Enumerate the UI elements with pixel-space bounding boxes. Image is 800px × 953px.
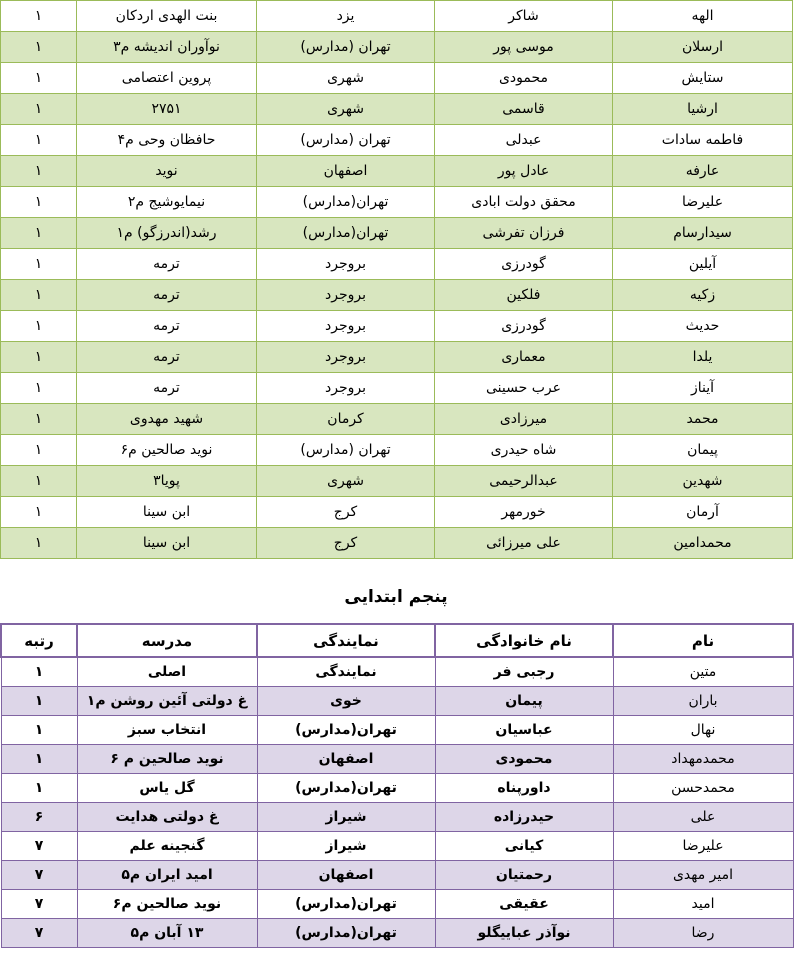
last-name-cell: عادل پور bbox=[435, 156, 613, 187]
rank-cell: ۶ bbox=[1, 803, 77, 832]
table-row bbox=[1, 657, 793, 687]
agency-cell: تهران (مدارس) bbox=[257, 125, 435, 156]
school-cell: نوید صالحین م۶ bbox=[77, 890, 257, 919]
agency-cell: تهران (مدارس) bbox=[257, 435, 435, 466]
agency-cell: اصفهان bbox=[257, 745, 435, 774]
first-name-cell: محمدحسن bbox=[613, 774, 793, 803]
school-cell: نوید صالحین م۶ bbox=[77, 435, 257, 466]
last-name-cell: خورمهر bbox=[435, 497, 613, 528]
rank-cell: ۱ bbox=[1, 187, 77, 218]
table-row bbox=[1, 774, 793, 803]
last-name-cell: کیانی bbox=[435, 832, 613, 861]
agency-cell: شهری bbox=[257, 94, 435, 125]
agency-cell: کرمان bbox=[257, 404, 435, 435]
last-name-cell: نوآذر عباییگلو bbox=[435, 919, 613, 948]
last-name-cell: گودرزی bbox=[435, 311, 613, 342]
first-name-cell: ستایش bbox=[613, 63, 793, 94]
table-row bbox=[1, 156, 793, 187]
table-row bbox=[1, 63, 793, 94]
agency-cell: بروجرد bbox=[257, 249, 435, 280]
table-row bbox=[1, 311, 793, 342]
first-name-cell: ارسلان bbox=[613, 32, 793, 63]
first-name-cell: امید bbox=[613, 890, 793, 919]
agency-cell: اصفهان bbox=[257, 156, 435, 187]
first-name-cell: محمدمهداد bbox=[613, 745, 793, 774]
rank-cell: ۱ bbox=[1, 404, 77, 435]
first-name-cell: ارشیا bbox=[613, 94, 793, 125]
school-cell: نوید صالحین م ۶ bbox=[77, 745, 257, 774]
table-row bbox=[1, 94, 793, 125]
last-name-cell: محقق دولت ابادی bbox=[435, 187, 613, 218]
rank-cell: ۱ bbox=[1, 1, 77, 32]
agency-cell: شیراز bbox=[257, 832, 435, 861]
table-row bbox=[1, 435, 793, 466]
last-name-cell: عبدالرحیمی bbox=[435, 466, 613, 497]
first-name-cell: رضا bbox=[613, 919, 793, 948]
rank-cell: ۷ bbox=[1, 919, 77, 948]
first-name-cell: فاطمه سادات bbox=[613, 125, 793, 156]
rank-cell: ۷ bbox=[1, 832, 77, 861]
last-name-cell: میرزادی bbox=[435, 404, 613, 435]
agency-cell: شیراز bbox=[257, 803, 435, 832]
rank-cell: ۱ bbox=[1, 94, 77, 125]
agency-cell: تهران(مدارس) bbox=[257, 187, 435, 218]
school-cell: گل یاس bbox=[77, 774, 257, 803]
table-row bbox=[1, 890, 793, 919]
last-name-cell: معماری bbox=[435, 342, 613, 373]
school-cell: پروین اعتصامی bbox=[77, 63, 257, 94]
rank-cell: ۱ bbox=[1, 745, 77, 774]
first-name-cell: سیدارسام bbox=[613, 218, 793, 249]
agency-cell: تهران(مدارس) bbox=[257, 919, 435, 948]
last-name-cell: علی میرزائی bbox=[435, 528, 613, 559]
table-row bbox=[1, 125, 793, 156]
rank-cell: ۱ bbox=[1, 466, 77, 497]
table-row bbox=[1, 249, 793, 280]
last-name-cell: رجبی فر bbox=[435, 657, 613, 687]
rank-cell: ۱ bbox=[1, 435, 77, 466]
results-table-2 bbox=[0, 623, 794, 948]
table-row bbox=[1, 1, 793, 32]
agency-cell: نمایندگی bbox=[257, 657, 435, 687]
school-cell: اصلی bbox=[77, 657, 257, 687]
first-name-cell: علیرضا bbox=[613, 187, 793, 218]
school-cell: امید ایران م۵ bbox=[77, 861, 257, 890]
last-name-cell: قاسمی bbox=[435, 94, 613, 125]
rank-cell: ۱ bbox=[1, 280, 77, 311]
column-header: نمایندگی bbox=[257, 624, 435, 657]
school-cell: حافظان وحی م۴ bbox=[77, 125, 257, 156]
agency-cell: تهران(مدارس) bbox=[257, 716, 435, 745]
rank-cell: ۱ bbox=[1, 156, 77, 187]
table-row bbox=[1, 280, 793, 311]
last-name-cell: شاکر bbox=[435, 1, 613, 32]
rank-cell: ۱ bbox=[1, 125, 77, 156]
table-row bbox=[1, 716, 793, 745]
rank-cell: ۱ bbox=[1, 716, 77, 745]
school-cell: ترمه bbox=[77, 280, 257, 311]
rank-cell: ۱ bbox=[1, 497, 77, 528]
first-name-cell: متین bbox=[613, 657, 793, 687]
agency-cell: یزد bbox=[257, 1, 435, 32]
table-row bbox=[1, 466, 793, 497]
rank-cell: ۱ bbox=[1, 687, 77, 716]
table-row bbox=[1, 919, 793, 948]
table-row bbox=[1, 832, 793, 861]
last-name-cell: رحمتیان bbox=[435, 861, 613, 890]
last-name-cell: موسی پور bbox=[435, 32, 613, 63]
school-cell: ۱۳ آبان م۵ bbox=[77, 919, 257, 948]
rank-cell: ۱ bbox=[1, 311, 77, 342]
table-row bbox=[1, 861, 793, 890]
rank-cell: ۱ bbox=[1, 63, 77, 94]
table-row bbox=[1, 342, 793, 373]
agency-cell: تهران(مدارس) bbox=[257, 774, 435, 803]
last-name-cell: عباسیان bbox=[435, 716, 613, 745]
first-name-cell: علی bbox=[613, 803, 793, 832]
school-cell: ترمه bbox=[77, 249, 257, 280]
table-row bbox=[1, 373, 793, 404]
last-name-cell: عرب حسینی bbox=[435, 373, 613, 404]
first-name-cell: محمدامین bbox=[613, 528, 793, 559]
column-header: رتبه bbox=[1, 624, 77, 657]
rank-cell: ۱ bbox=[1, 342, 77, 373]
first-name-cell: زکیه bbox=[613, 280, 793, 311]
table-row bbox=[1, 687, 793, 716]
school-cell: انتخاب سبز bbox=[77, 716, 257, 745]
agency-cell: تهران(مدارس) bbox=[257, 218, 435, 249]
school-cell: ابن سینا bbox=[77, 497, 257, 528]
first-name-cell: علیرضا bbox=[613, 832, 793, 861]
school-cell: غ دولتی آئین روشن م۱ bbox=[77, 687, 257, 716]
agency-cell: تهران(مدارس) bbox=[257, 890, 435, 919]
agency-cell: تهران (مدارس) bbox=[257, 32, 435, 63]
school-cell: ابن سینا bbox=[77, 528, 257, 559]
school-cell: غ دولتی هدایت bbox=[77, 803, 257, 832]
first-name-cell: نهال bbox=[613, 716, 793, 745]
last-name-cell: داورپناه bbox=[435, 774, 613, 803]
rank-cell: ۱ bbox=[1, 528, 77, 559]
column-header: مدرسه bbox=[77, 624, 257, 657]
last-name-cell: محمودی bbox=[435, 745, 613, 774]
rank-cell: ۱ bbox=[1, 218, 77, 249]
column-header: نام bbox=[613, 624, 793, 657]
first-name-cell: آیلین bbox=[613, 249, 793, 280]
school-cell: ترمه bbox=[77, 342, 257, 373]
school-cell: نوید bbox=[77, 156, 257, 187]
table-row bbox=[1, 497, 793, 528]
last-name-cell: محمودی bbox=[435, 63, 613, 94]
table-row bbox=[1, 745, 793, 774]
school-cell: شهید مهدوی bbox=[77, 404, 257, 435]
school-cell: رشد(اندرزگو) م۱ bbox=[77, 218, 257, 249]
first-name-cell: حدیث bbox=[613, 311, 793, 342]
column-header: نام خانوادگی bbox=[435, 624, 613, 657]
section-title: پنجم ابتدایی bbox=[344, 587, 448, 607]
table-row bbox=[1, 32, 793, 63]
rank-cell: ۷ bbox=[1, 890, 77, 919]
agency-cell: کرج bbox=[257, 497, 435, 528]
school-cell: نیمایوشیج م۲ bbox=[77, 187, 257, 218]
school-cell: پویا۳ bbox=[77, 466, 257, 497]
rank-cell: ۱ bbox=[1, 249, 77, 280]
last-name-cell: گودرزی bbox=[435, 249, 613, 280]
rank-cell: ۱ bbox=[1, 774, 77, 803]
agency-cell: بروجرد bbox=[257, 280, 435, 311]
header-row bbox=[1, 624, 793, 657]
last-name-cell: عقیقی bbox=[435, 890, 613, 919]
last-name-cell: حیدرزاده bbox=[435, 803, 613, 832]
rank-cell: ۱ bbox=[1, 32, 77, 63]
last-name-cell: فلکین bbox=[435, 280, 613, 311]
last-name-cell: عبدلی bbox=[435, 125, 613, 156]
agency-cell: شهری bbox=[257, 466, 435, 497]
agency-cell: اصفهان bbox=[257, 861, 435, 890]
agency-cell: بروجرد bbox=[257, 342, 435, 373]
table-row bbox=[1, 803, 793, 832]
school-cell: ترمه bbox=[77, 373, 257, 404]
school-cell: نوآوران اندیشه م۳ bbox=[77, 32, 257, 63]
first-name-cell: محمد bbox=[613, 404, 793, 435]
table-row bbox=[1, 187, 793, 218]
first-name-cell: یلدا bbox=[613, 342, 793, 373]
first-name-cell: شهدین bbox=[613, 466, 793, 497]
last-name-cell: فرزان تفرشی bbox=[435, 218, 613, 249]
last-name-cell: شاه حیدری bbox=[435, 435, 613, 466]
rank-cell: ۱ bbox=[1, 657, 77, 687]
first-name-cell: امیر مهدی bbox=[613, 861, 793, 890]
table-row bbox=[1, 404, 793, 435]
first-name-cell: آیناز bbox=[613, 373, 793, 404]
rank-cell: ۷ bbox=[1, 861, 77, 890]
school-cell: ترمه bbox=[77, 311, 257, 342]
agency-cell: خوی bbox=[257, 687, 435, 716]
last-name-cell: پیمان bbox=[435, 687, 613, 716]
school-cell: بنت الهدی اردکان bbox=[77, 1, 257, 32]
first-name-cell: باران bbox=[613, 687, 793, 716]
first-name-cell: پیمان bbox=[613, 435, 793, 466]
rank-cell: ۱ bbox=[1, 373, 77, 404]
first-name-cell: الهه bbox=[613, 1, 793, 32]
first-name-cell: آرمان bbox=[613, 497, 793, 528]
school-cell: گنجینه علم bbox=[77, 832, 257, 861]
agency-cell: بروجرد bbox=[257, 311, 435, 342]
agency-cell: شهری bbox=[257, 63, 435, 94]
school-cell: ۲۷۵۱ bbox=[77, 94, 257, 125]
table-row bbox=[1, 218, 793, 249]
agency-cell: بروجرد bbox=[257, 373, 435, 404]
table-row bbox=[1, 528, 793, 559]
agency-cell: کرج bbox=[257, 528, 435, 559]
first-name-cell: عارفه bbox=[613, 156, 793, 187]
